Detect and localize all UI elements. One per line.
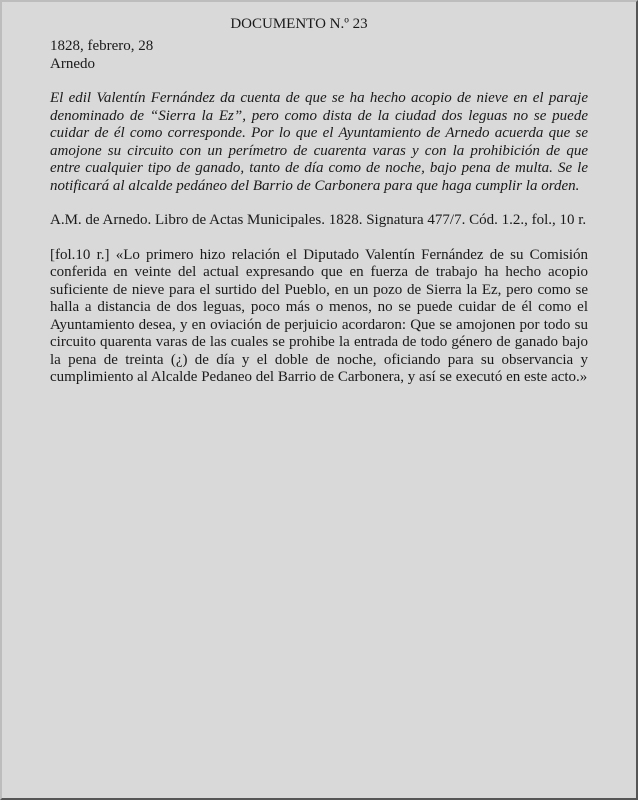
- document-date: 1828, febrero, 28: [50, 38, 154, 54]
- document-title: DOCUMENTO N.º 23: [230, 16, 368, 32]
- document-place: Arnedo: [50, 55, 95, 72]
- archival-source: A.M. de Arnedo. Libro de Actas Municipales. 1828. Signatura 477/7. Cód. 1.2., fol., 10 r.: [50, 212, 587, 228]
- document-summary: El edil Valentín Fernández da cuenta de que se ha hecho acopio de nieve en el paraje denominado de “Sierra la Ez”, pero como dista de la ciudad dos leguas no se puede cuidar de él como corresponde. Por lo que el Ayuntamiento de Arnedo acuerda que se amojone su circuito con un perímetro de cuarenta varas y con la prohibición de que entre cualquier tipo de ganado, tanto de día como de noche, bajo pena de multa. Se le notificará al alcalde pedáneo del Barrio de Carbonera para que haga cumplir la orden.: [50, 90, 588, 194]
- document-transcription: [fol.10 r.] «Lo primero hizo relación el Diputado Valentín Fernández de su Comisión conferida en veinte del actual expresando que en fuerza de trabajo ha hecho acopio suficiente de nieve para el surtido del Pueblo, en un pozo de Sierra la Ez, pero como se halla a distancia de dos leguas, poco más o menos, no se puede cuidar de él como el Ayuntamiento desea, y en oviación de perjuicio acordaron: Que se amojonen por todo su circuito quarenta varas de las cuales se prohibe la entrada de todo género de ganado bajo la pena de treinta (¿) de día y el doble de noche, oficiando para su observancia y cumplimiento al Alcalde Pedaneo del Barrio de Carbonera, y así se executó en este acto.»: [50, 246, 588, 385]
- document-body: [50, 38, 588, 387]
